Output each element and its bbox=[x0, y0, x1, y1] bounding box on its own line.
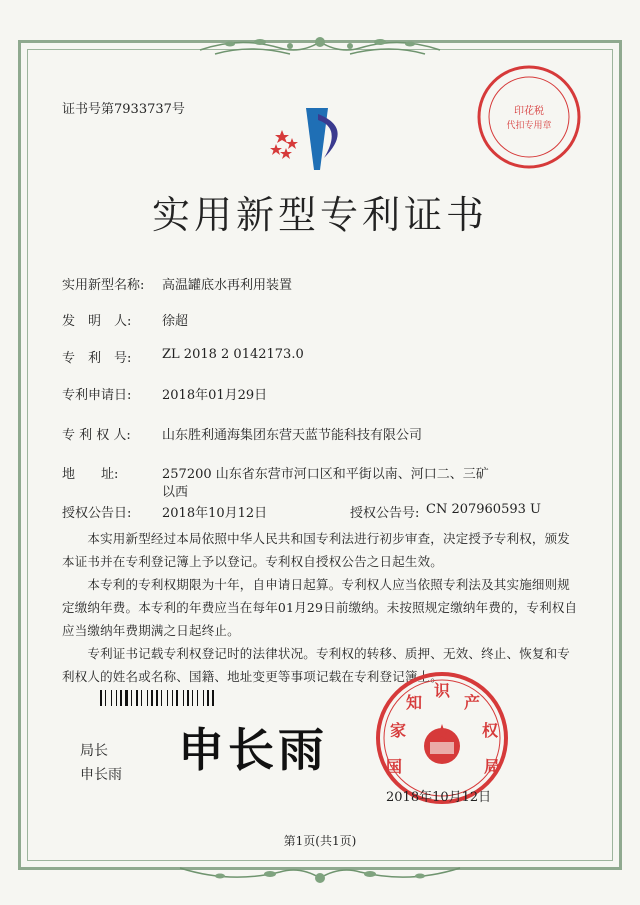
paragraph-grant: 本实用新型经过本局依照中华人民共和国专利法进行初步审查，决定授予专利权，颁发本证书并在专利登记簿上予以登记。专利权自授权公告之日起生效。 bbox=[62, 531, 571, 569]
barcode-bar bbox=[197, 690, 198, 706]
barcode-bar bbox=[156, 690, 158, 706]
grant-number-value: CN 207960593 U bbox=[426, 502, 541, 517]
barcode-bar bbox=[185, 690, 186, 706]
grant-date-label: 授权公告日: bbox=[62, 506, 132, 521]
handwritten-signature: 申长雨 bbox=[178, 723, 328, 777]
barcode-bar bbox=[161, 690, 162, 706]
patent-number-value: ZL 2018 2 0142173.0 bbox=[162, 347, 304, 362]
patent-number-label: 专 利 号: bbox=[62, 351, 132, 366]
barcode-bar bbox=[203, 690, 204, 706]
barcode-bar bbox=[131, 690, 132, 706]
address-label: 地 址: bbox=[62, 467, 119, 482]
barcode-bar bbox=[133, 690, 135, 706]
grant-number-label: 授权公告号: bbox=[350, 506, 420, 521]
utility-name-value: 高温罐底水再利用装置 bbox=[162, 278, 293, 293]
barcode-bar bbox=[163, 690, 166, 706]
barcode-bar bbox=[207, 690, 209, 706]
barcode-bar bbox=[139, 690, 140, 706]
barcode-bar bbox=[107, 690, 110, 706]
barcode-bar bbox=[103, 690, 104, 706]
barcode-bar bbox=[194, 690, 196, 706]
svg-text:国家知 识产权局: 国家知 识产权局 bbox=[386, 681, 501, 776]
barcode-bar bbox=[169, 690, 171, 706]
director-title: 局长 bbox=[80, 743, 108, 759]
filing-date-value: 2018年01月29日 bbox=[162, 388, 268, 403]
bottom-ornament bbox=[0, 858, 640, 894]
svg-text:印花税: 印花税 bbox=[514, 106, 544, 117]
address-value-line2: 以西 bbox=[162, 485, 189, 500]
certificate-number: 证书号第7933737号 bbox=[62, 102, 185, 117]
barcode-bar bbox=[179, 690, 182, 706]
barcode-bar bbox=[149, 690, 150, 706]
page-indicator: 第1页(共1页) bbox=[283, 834, 357, 848]
paragraph-term: 本专利的专利权期限为十年，自申请日起算。专利权人应当依照专利法及其实施细则规定缴纳年费。本专利的年费应当在每年01月29日前缴纳。未按照规定缴纳年费的，专利权自应当缴纳年费期满之日起终止。 bbox=[62, 577, 578, 638]
barcode-bar bbox=[129, 690, 130, 706]
barcode-bar bbox=[136, 690, 138, 706]
barcode-bar bbox=[113, 690, 115, 706]
paragraph-legal-status: 专利证书记载专利权登记时的法律状况。专利权的转移、质押、无效、终止、恢复和专利权人的姓名或名称、国籍、地址变更等事项记载在专利登记簿上。 bbox=[62, 646, 571, 684]
seal-date: 2018年10月12日 bbox=[386, 790, 492, 805]
barcode-bar bbox=[125, 690, 128, 706]
barcode bbox=[100, 690, 260, 706]
patentee-value: 山东胜利通海集团东营天蓝节能科技有限公司 bbox=[162, 428, 423, 443]
barcode-bar bbox=[199, 690, 202, 706]
barcode-bar bbox=[190, 690, 191, 706]
barcode-bar bbox=[154, 690, 155, 706]
inventor-value: 徐超 bbox=[162, 314, 189, 329]
barcode-bar bbox=[123, 690, 124, 706]
grant-date-value: 2018年10月12日 bbox=[162, 506, 268, 521]
barcode-bar bbox=[118, 690, 119, 706]
utility-name-label: 实用新型名称: bbox=[62, 278, 145, 293]
certificate-title: 实用新型专利证书 bbox=[151, 193, 488, 237]
svg-text:代扣专用章: 代扣专用章 bbox=[506, 121, 552, 131]
barcode-bar bbox=[210, 690, 211, 706]
barcode-bar bbox=[100, 690, 102, 706]
barcode-bar bbox=[176, 690, 178, 706]
barcode-bar bbox=[147, 690, 148, 706]
barcode-bar bbox=[167, 690, 168, 706]
barcode-bar bbox=[172, 690, 173, 706]
director-name: 申长雨 bbox=[80, 767, 122, 783]
barcode-bar bbox=[111, 690, 112, 706]
barcode-bar bbox=[205, 690, 206, 706]
barcode-bar bbox=[212, 690, 214, 706]
barcode-bar bbox=[192, 690, 193, 706]
tax-stamp bbox=[474, 62, 584, 172]
barcode-bar bbox=[105, 690, 106, 706]
barcode-bar bbox=[215, 690, 216, 706]
inventor-label: 发 明 人: bbox=[62, 314, 132, 329]
barcode-bar bbox=[151, 690, 153, 706]
barcode-bar bbox=[159, 690, 160, 706]
patent-office-logo bbox=[262, 98, 362, 178]
address-value-line1: 257200 山东省东营市河口区和平街以南、河口二、三矿 bbox=[162, 467, 489, 482]
barcode-bar bbox=[120, 690, 122, 706]
barcode-bar bbox=[143, 690, 146, 706]
patentee-label: 专 利 权 人: bbox=[62, 428, 131, 443]
filing-date-label: 专利申请日: bbox=[62, 388, 132, 403]
barcode-bar bbox=[116, 690, 117, 706]
barcode-bar bbox=[187, 690, 189, 706]
barcode-bar bbox=[174, 690, 175, 706]
barcode-bar bbox=[183, 690, 184, 706]
barcode-bar bbox=[141, 690, 142, 706]
